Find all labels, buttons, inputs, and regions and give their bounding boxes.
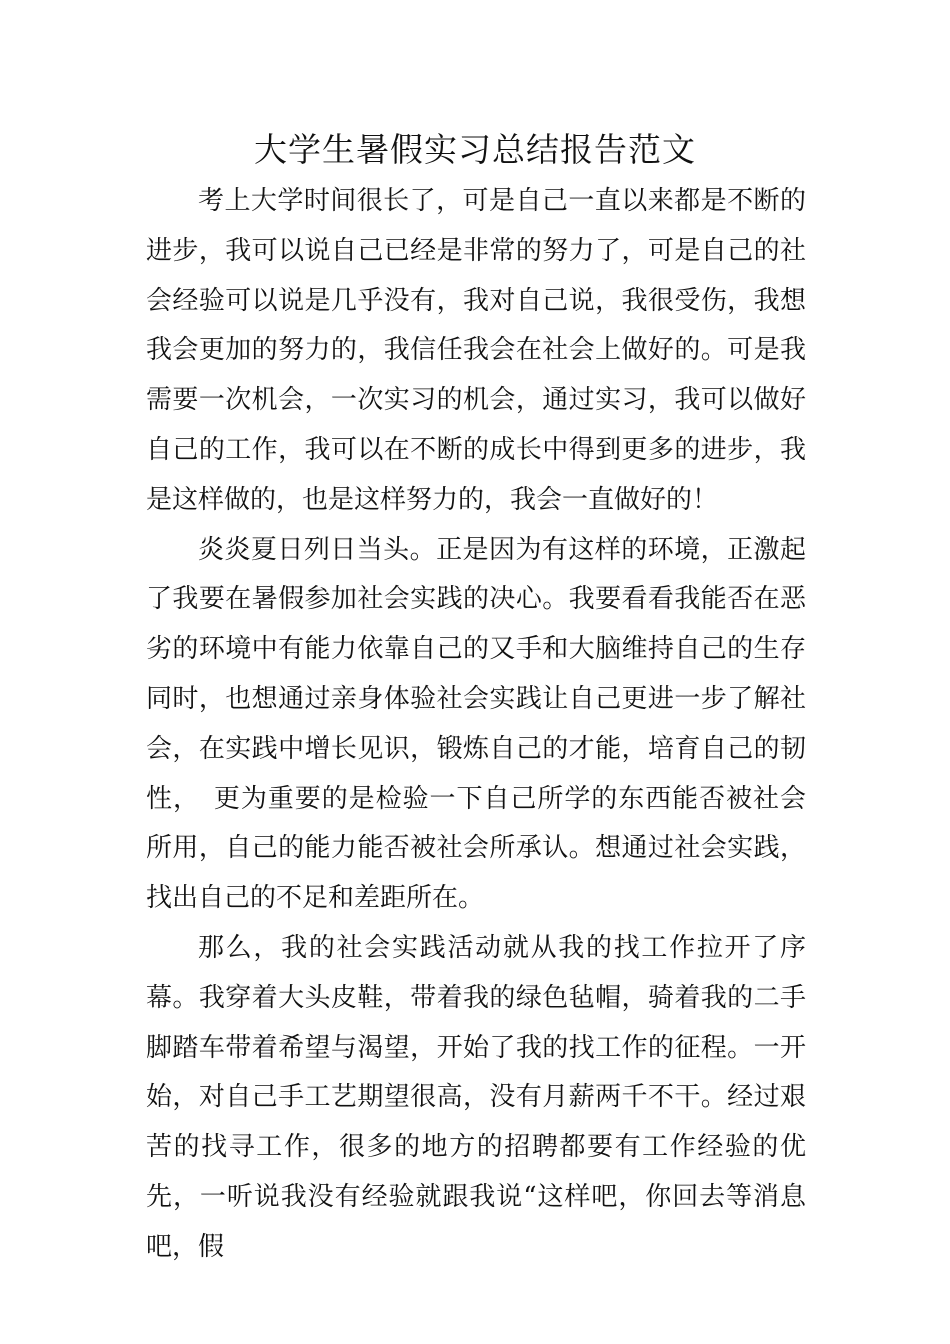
- document-body: [146, 177, 806, 1273]
- paragraph-3: 那么，我的社会实践活动就从我的找工作拉开了序幕。我穿着大头皮鞋，带着我的绿色毡帽，骑着我的二手脚踏车带着希望与渴望，开始了我的找工作的征程。一开始，对自己手工艺期望很高，没有月薪两千不干。经过艰苦的找寻工作，很多的地方的招聘都要有工作经验的优先，一听说我没有经验就跟我说“这样吧，你回去等消息吧，假: [146, 932, 806, 1262]
- paragraph-2: 炎炎夏日列日当头。正是因为有这样的环境，正激起了我要在暑假参加社会实践的决心。我要看看我能否在恶劣的环境中有能力依靠自己的又手和大脑维持自己的生存同时，也想通过亲身体验社会实践让自己更进一步了解社会，在实践中增长见识，锻炼自己的才能，培育自己的韧性， 更为重要的是检验一下自己所学的东西能否被社会所用，自己的能力能否被社会所承认。想通过社会实践，找出自己的不足和差距所在。: [146, 534, 806, 914]
- document-title: 大学生暑假实习总结报告范文: [254, 130, 696, 169]
- paragraph-1: 考上大学时间很长了，可是自己一直以来都是不断的进步，我可以说自己已经是非常的努力了，可是自己的社会经验可以说是几乎没有，我对自己说，我很受伤，我想我会更加的努力的，我信任我会在社会上做好的。可是我需要一次机会，一次实习的机会，通过实习，我可以做好自己的工作，我可以在不断的成长中得到更多的进步，我是这样做的，也是这样努力的，我会一直做好的！: [146, 186, 806, 515]
